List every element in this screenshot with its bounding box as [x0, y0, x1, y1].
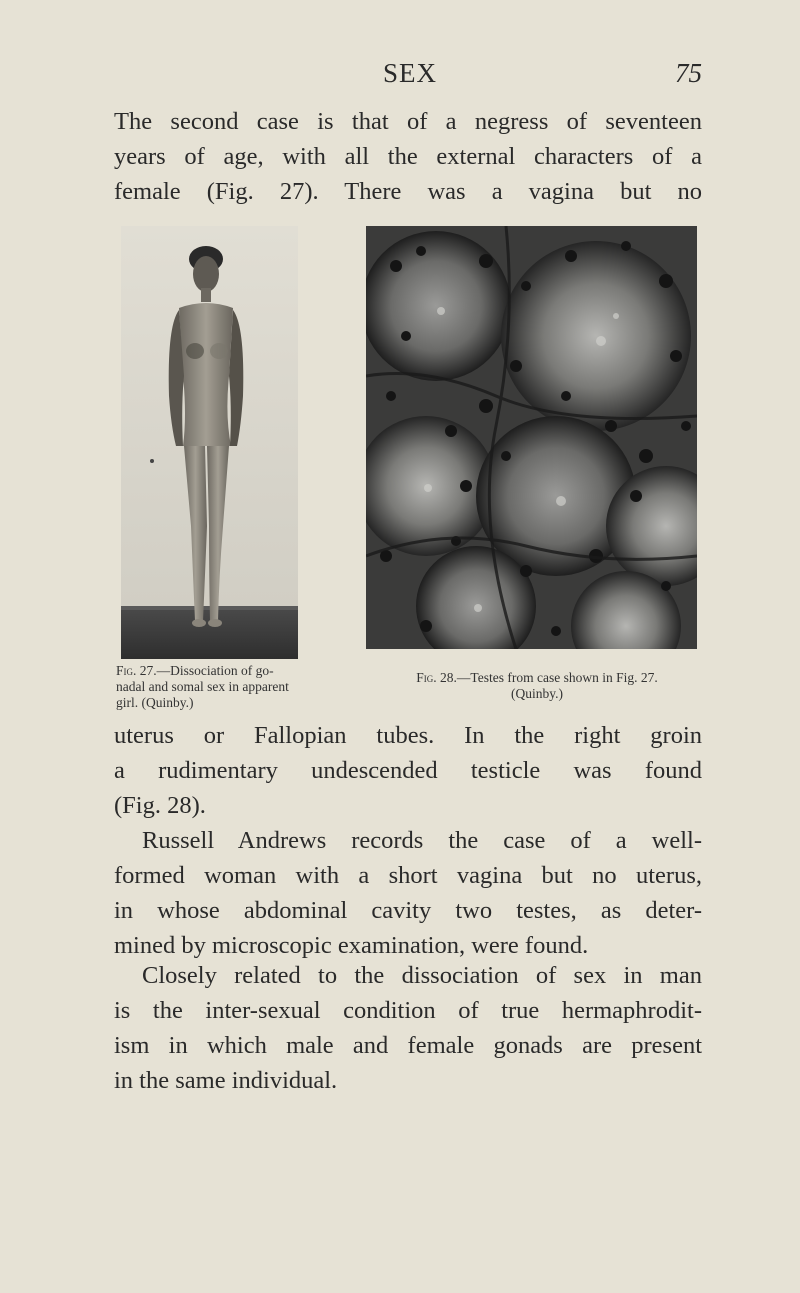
caption-line: —Dissociation of go-	[156, 663, 274, 678]
testes-tissue-micrograph	[366, 226, 697, 649]
paragraph-1	[114, 104, 702, 209]
caption-line: girl. (Quinby.)	[116, 695, 194, 710]
figure-28-micrograph	[366, 226, 697, 649]
running-head-title: SEX	[383, 58, 438, 88]
text-line: (Fig. 28).	[114, 792, 206, 819]
figure-27-photograph	[121, 226, 298, 659]
figure-27-caption	[116, 663, 338, 711]
text-line: in whose abdominal cavity two testes, as deter-	[114, 897, 702, 924]
text-line: uterus or Fallopian tubes. In the right groin	[114, 722, 702, 749]
text-line: Russell Andrews records the case of a well-	[142, 827, 702, 854]
page-number: 75	[675, 58, 702, 88]
text-line: is the inter-sexual condition of true hermaphrodit-	[114, 997, 702, 1024]
text-line: years of age, with all the external characters of a	[114, 143, 702, 170]
caption-line: (Quinby.)	[511, 686, 563, 701]
text-line: The second case is that of a negress of seventeen	[114, 108, 702, 135]
figure-28-caption	[372, 670, 702, 702]
text-line: a rudimentary undescended testicle was found	[114, 757, 702, 784]
caption-line: —Testes from case shown in Fig. 27.	[456, 670, 658, 685]
figure-28-label: Fig. 28.	[416, 670, 457, 685]
figure-27-label: Fig. 27.	[116, 663, 157, 678]
text-line: Closely related to the dissociation of sex in man	[142, 962, 702, 989]
text-line: formed woman with a short vagina but no uterus,	[114, 862, 702, 889]
paragraph-2	[114, 718, 702, 823]
paragraph-4	[114, 958, 702, 1098]
text-line: in the same individual.	[114, 1067, 338, 1094]
text-line: mined by microscopic examination, were found.	[114, 932, 589, 959]
running-head	[0, 58, 800, 92]
paragraph-3	[114, 823, 702, 963]
standing-figure-illustration	[121, 226, 298, 659]
caption-line: nadal and somal sex in apparent	[116, 679, 289, 694]
text-line: female (Fig. 27). There was a vagina but no	[114, 178, 702, 205]
text-line: ism in which male and female gonads are present	[114, 1032, 702, 1059]
